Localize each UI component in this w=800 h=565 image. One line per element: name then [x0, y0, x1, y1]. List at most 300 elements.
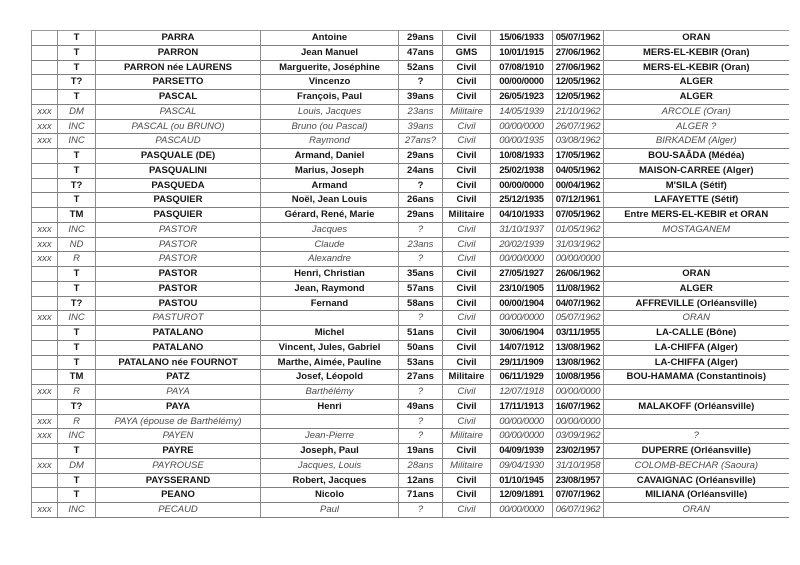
cell-age: 12ans [399, 473, 443, 488]
cell-place [604, 237, 789, 252]
cell-surname: PASTOR [96, 281, 261, 296]
cell-category: Civil [443, 311, 491, 326]
cell-category: Civil [443, 237, 491, 252]
table-row [32, 193, 789, 208]
cell-category: Civil [443, 267, 491, 282]
cell-status-code: T? [58, 296, 96, 311]
table-row [32, 399, 789, 414]
cell-birth-date: 25/02/1938 [491, 163, 553, 178]
cell-category: Civil [443, 340, 491, 355]
cell-given-names: Barthélémy [261, 385, 399, 400]
cell-death-date: 05/07/1962 [553, 31, 604, 46]
cell-category: Civil [443, 178, 491, 193]
cell-surname: PAYA [96, 385, 261, 400]
cell-given-names: Vincenzo [261, 75, 399, 90]
table-row [32, 237, 789, 252]
cell-surname: PASQUIER [96, 208, 261, 223]
cell-surname: PASTOR [96, 222, 261, 237]
cell-birth-date: 04/10/1933 [491, 208, 553, 223]
cell-status-code: T [58, 163, 96, 178]
table-row [32, 326, 789, 341]
cell-flag-marker [32, 193, 58, 208]
cell-surname: PAYROUSE [96, 458, 261, 473]
cell-surname: PEANO [96, 488, 261, 503]
cell-age: ? [399, 222, 443, 237]
cell-category: GMS [443, 45, 491, 60]
table-row [32, 473, 789, 488]
records-tbody [32, 31, 789, 518]
cell-age: ? [399, 252, 443, 267]
cell-given-names: Michel [261, 326, 399, 341]
cell-status-code: R [58, 414, 96, 429]
cell-death-date: 03/11/1955 [553, 326, 604, 341]
cell-flag-marker: xxx [32, 503, 58, 518]
cell-flag-marker: xxx [32, 311, 58, 326]
cell-age: 51ans [399, 326, 443, 341]
cell-given-names: Armand, Daniel [261, 149, 399, 164]
cell-surname: PASTOR [96, 237, 261, 252]
cell-given-names: François, Paul [261, 90, 399, 105]
cell-surname: PASTOR [96, 252, 261, 267]
cell-age: 52ans [399, 60, 443, 75]
cell-flag-marker [32, 178, 58, 193]
cell-birth-date: 15/06/1933 [491, 31, 553, 46]
cell-birth-date: 00/00/0000 [491, 75, 553, 90]
cell-death-date: 12/05/1962 [553, 90, 604, 105]
cell-status-code: T [58, 340, 96, 355]
cell-age: 49ans [399, 399, 443, 414]
cell-age: ? [399, 385, 443, 400]
cell-age: 28ans [399, 458, 443, 473]
cell-place: MERS-EL-KEBIR (Oran) [604, 60, 789, 75]
cell-surname: PASQUEDA [96, 178, 261, 193]
cell-given-names: Gérard, René, Marie [261, 208, 399, 223]
cell-status-code: T [58, 326, 96, 341]
cell-given-names: Henri [261, 399, 399, 414]
cell-flag-marker: xxx [32, 458, 58, 473]
cell-surname: PASQUALE (DE) [96, 149, 261, 164]
cell-surname: PAYEN [96, 429, 261, 444]
cell-birth-date: 00/00/1904 [491, 296, 553, 311]
cell-status-code: DM [58, 104, 96, 119]
cell-surname: PASQUIER [96, 193, 261, 208]
cell-birth-date: 00/00/0000 [491, 178, 553, 193]
cell-death-date: 12/05/1962 [553, 75, 604, 90]
cell-place: MAISON-CARREE (Alger) [604, 163, 789, 178]
cell-age: 47ans [399, 45, 443, 60]
cell-flag-marker [32, 370, 58, 385]
cell-death-date: 04/07/1962 [553, 296, 604, 311]
cell-given-names: Bruno (ou Pascal) [261, 119, 399, 134]
table-row [32, 414, 789, 429]
table-row [32, 134, 789, 149]
cell-given-names: Robert, Jacques [261, 473, 399, 488]
table-row [32, 45, 789, 60]
cell-status-code: R [58, 252, 96, 267]
cell-age: 29ans [399, 149, 443, 164]
cell-surname: PASCAUD [96, 134, 261, 149]
cell-death-date: 07/07/1962 [553, 488, 604, 503]
cell-birth-date: 20/02/1939 [491, 237, 553, 252]
cell-category: Civil [443, 163, 491, 178]
records-table [31, 30, 789, 518]
cell-place: BOU-HAMAMA (Constantinois) [604, 370, 789, 385]
cell-age: 35ans [399, 267, 443, 282]
table-row [32, 370, 789, 385]
cell-birth-date: 06/11/1929 [491, 370, 553, 385]
cell-category: Civil [443, 488, 491, 503]
cell-place: ORAN [604, 267, 789, 282]
cell-surname: PASQUALINI [96, 163, 261, 178]
cell-age: 24ans [399, 163, 443, 178]
cell-death-date: 03/09/1962 [553, 429, 604, 444]
cell-age: ? [399, 75, 443, 90]
cell-birth-date: 09/04/1930 [491, 458, 553, 473]
cell-place: LA-CHIFFA (Alger) [604, 340, 789, 355]
cell-death-date: 01/05/1962 [553, 222, 604, 237]
cell-given-names: Antoine [261, 31, 399, 46]
cell-birth-date: 07/08/1910 [491, 60, 553, 75]
cell-death-date: 11/08/1962 [553, 281, 604, 296]
cell-death-date: 07/05/1962 [553, 208, 604, 223]
cell-birth-date: 17/11/1913 [491, 399, 553, 414]
cell-place: ALGER [604, 90, 789, 105]
cell-surname: PASTOR [96, 267, 261, 282]
table-row [32, 429, 789, 444]
cell-status-code: TM [58, 370, 96, 385]
table-row [32, 311, 789, 326]
cell-given-names: Marius, Joseph [261, 163, 399, 178]
cell-given-names: Vincent, Jules, Gabriel [261, 340, 399, 355]
cell-flag-marker [32, 473, 58, 488]
cell-category: Civil [443, 473, 491, 488]
cell-surname: PASCAL (ou BRUNO) [96, 119, 261, 134]
cell-birth-date: 00/00/0000 [491, 414, 553, 429]
cell-status-code: T [58, 90, 96, 105]
cell-place: ORAN [604, 311, 789, 326]
cell-status-code: INC [58, 119, 96, 134]
table-row [32, 163, 789, 178]
cell-flag-marker [32, 296, 58, 311]
cell-flag-marker: xxx [32, 252, 58, 267]
cell-category: Civil [443, 60, 491, 75]
table-row [32, 178, 789, 193]
cell-place: COLOMB-BECHAR (Saoura) [604, 458, 789, 473]
cell-death-date: 05/07/1962 [553, 311, 604, 326]
cell-surname: PECAUD [96, 503, 261, 518]
cell-surname: PATALANO [96, 326, 261, 341]
table-row [32, 267, 789, 282]
cell-death-date: 31/10/1958 [553, 458, 604, 473]
cell-given-names: Marguerite, Joséphine [261, 60, 399, 75]
cell-flag-marker: xxx [32, 429, 58, 444]
cell-age: 29ans [399, 208, 443, 223]
cell-place: ORAN [604, 503, 789, 518]
cell-death-date: 06/07/1962 [553, 503, 604, 518]
cell-birth-date: 00/00/0000 [491, 429, 553, 444]
cell-birth-date: 12/07/1918 [491, 385, 553, 400]
cell-status-code: T [58, 488, 96, 503]
cell-age: 19ans [399, 444, 443, 459]
cell-place: BOU-SAÂDA (Médéa) [604, 149, 789, 164]
cell-flag-marker [32, 90, 58, 105]
cell-place [604, 252, 789, 267]
cell-status-code: T [58, 45, 96, 60]
cell-surname: PASTOU [96, 296, 261, 311]
cell-age: 53ans [399, 355, 443, 370]
cell-status-code: T [58, 355, 96, 370]
cell-surname: PAYA [96, 399, 261, 414]
cell-given-names: Joseph, Paul [261, 444, 399, 459]
cell-flag-marker [32, 208, 58, 223]
cell-category: Militaire [443, 370, 491, 385]
cell-place: MALAKOFF (Orléansville) [604, 399, 789, 414]
cell-category: Civil [443, 252, 491, 267]
cell-age: 58ans [399, 296, 443, 311]
cell-status-code: T [58, 60, 96, 75]
cell-place [604, 385, 789, 400]
cell-birth-date: 23/10/1905 [491, 281, 553, 296]
cell-place: M'SILA (Sétif) [604, 178, 789, 193]
cell-birth-date: 14/05/1939 [491, 104, 553, 119]
cell-surname: PATALANO [96, 340, 261, 355]
cell-surname: PATALANO née FOURNOT [96, 355, 261, 370]
cell-birth-date: 14/07/1912 [491, 340, 553, 355]
cell-age: 39ans [399, 90, 443, 105]
cell-category: Civil [443, 355, 491, 370]
cell-age: 23ans [399, 104, 443, 119]
cell-birth-date: 10/01/1915 [491, 45, 553, 60]
table-row [32, 385, 789, 400]
cell-given-names [261, 311, 399, 326]
cell-given-names: Fernand [261, 296, 399, 311]
cell-status-code: T? [58, 75, 96, 90]
cell-given-names: Alexandre [261, 252, 399, 267]
cell-birth-date: 25/12/1935 [491, 193, 553, 208]
table-row [32, 444, 789, 459]
cell-birth-date: 26/05/1923 [491, 90, 553, 105]
cell-place: ALGER ? [604, 119, 789, 134]
cell-birth-date: 00/00/0000 [491, 503, 553, 518]
table-row [32, 208, 789, 223]
table-row [32, 31, 789, 46]
cell-death-date: 04/05/1962 [553, 163, 604, 178]
table-row [32, 340, 789, 355]
cell-age: 23ans [399, 237, 443, 252]
table-row [32, 281, 789, 296]
cell-flag-marker [32, 326, 58, 341]
cell-flag-marker [32, 444, 58, 459]
cell-status-code: T [58, 267, 96, 282]
cell-flag-marker [32, 75, 58, 90]
cell-place: CAVAIGNAC (Orléansville) [604, 473, 789, 488]
cell-death-date: 13/08/1962 [553, 355, 604, 370]
cell-flag-marker [32, 355, 58, 370]
cell-status-code: INC [58, 503, 96, 518]
cell-death-date: 00/00/0000 [553, 252, 604, 267]
cell-given-names: Josef, Léopold [261, 370, 399, 385]
cell-flag-marker: xxx [32, 134, 58, 149]
cell-flag-marker: xxx [32, 385, 58, 400]
cell-flag-marker [32, 488, 58, 503]
cell-place: LA-CALLE (Bône) [604, 326, 789, 341]
cell-category: Civil [443, 31, 491, 46]
cell-place: ARCOLE (Oran) [604, 104, 789, 119]
cell-category: Militaire [443, 458, 491, 473]
cell-birth-date: 29/11/1909 [491, 355, 553, 370]
cell-given-names: Raymond [261, 134, 399, 149]
cell-birth-date: 10/08/1933 [491, 149, 553, 164]
cell-flag-marker [32, 163, 58, 178]
cell-birth-date: 00/00/0000 [491, 119, 553, 134]
cell-flag-marker [32, 45, 58, 60]
cell-given-names: Paul [261, 503, 399, 518]
cell-category: Civil [443, 119, 491, 134]
cell-death-date: 27/06/1962 [553, 60, 604, 75]
cell-status-code: T? [58, 178, 96, 193]
cell-status-code: INC [58, 311, 96, 326]
cell-flag-marker: xxx [32, 414, 58, 429]
cell-age: 39ans [399, 119, 443, 134]
cell-birth-date: 30/06/1904 [491, 326, 553, 341]
cell-birth-date: 01/10/1945 [491, 473, 553, 488]
cell-surname: PARRA [96, 31, 261, 46]
cell-flag-marker [32, 340, 58, 355]
cell-place: AFFREVILLE (Orléansville) [604, 296, 789, 311]
cell-place: LAFAYETTE (Sétif) [604, 193, 789, 208]
table-row [32, 119, 789, 134]
cell-given-names: Henri, Christian [261, 267, 399, 282]
cell-category: Civil [443, 503, 491, 518]
cell-surname: PASTUROT [96, 311, 261, 326]
table-row [32, 104, 789, 119]
cell-birth-date: 31/10/1937 [491, 222, 553, 237]
table-row [32, 60, 789, 75]
cell-death-date: 00/04/1962 [553, 178, 604, 193]
cell-status-code: INC [58, 222, 96, 237]
cell-given-names: Nicolo [261, 488, 399, 503]
cell-flag-marker [32, 281, 58, 296]
cell-age: ? [399, 414, 443, 429]
cell-category: Civil [443, 193, 491, 208]
cell-death-date: 13/08/1962 [553, 340, 604, 355]
cell-category: Civil [443, 134, 491, 149]
cell-status-code: ND [58, 237, 96, 252]
cell-place: ALGER [604, 75, 789, 90]
cell-age: 27ans? [399, 134, 443, 149]
cell-status-code: T [58, 281, 96, 296]
cell-death-date: 17/05/1962 [553, 149, 604, 164]
table-row [32, 90, 789, 105]
cell-age: 71ans [399, 488, 443, 503]
cell-given-names: Jean-Pierre [261, 429, 399, 444]
cell-age: 29ans [399, 31, 443, 46]
cell-surname: PARSETTO [96, 75, 261, 90]
cell-birth-date: 04/09/1939 [491, 444, 553, 459]
cell-category: Civil [443, 296, 491, 311]
table-row [32, 296, 789, 311]
cell-surname: PATZ [96, 370, 261, 385]
cell-death-date: 16/07/1962 [553, 399, 604, 414]
cell-age: ? [399, 503, 443, 518]
cell-surname: PASCAL [96, 90, 261, 105]
cell-surname: PAYA (épouse de Barthélémy) [96, 414, 261, 429]
cell-flag-marker [32, 399, 58, 414]
cell-flag-marker: xxx [32, 104, 58, 119]
cell-status-code: DM [58, 458, 96, 473]
table-row [32, 75, 789, 90]
cell-status-code: T [58, 473, 96, 488]
cell-death-date: 23/02/1957 [553, 444, 604, 459]
cell-death-date: 23/08/1957 [553, 473, 604, 488]
table-row [32, 503, 789, 518]
cell-given-names: Jacques [261, 222, 399, 237]
cell-age: 50ans [399, 340, 443, 355]
cell-category: Civil [443, 444, 491, 459]
cell-category: Civil [443, 399, 491, 414]
cell-status-code: INC [58, 429, 96, 444]
cell-age: ? [399, 178, 443, 193]
table-row [32, 458, 789, 473]
cell-given-names: Noël, Jean Louis [261, 193, 399, 208]
cell-flag-marker: xxx [32, 237, 58, 252]
cell-place: BIRKADEM (Alger) [604, 134, 789, 149]
cell-death-date: 00/00/0000 [553, 414, 604, 429]
cell-birth-date: 00/00/0000 [491, 311, 553, 326]
cell-category: Civil [443, 326, 491, 341]
cell-place: MERS-EL-KEBIR (Oran) [604, 45, 789, 60]
cell-surname: PASCAL [96, 104, 261, 119]
cell-status-code: T [58, 149, 96, 164]
cell-place: ? [604, 429, 789, 444]
cell-birth-date: 12/09/1891 [491, 488, 553, 503]
cell-flag-marker [32, 60, 58, 75]
cell-death-date: 26/07/1962 [553, 119, 604, 134]
cell-surname: PAYRE [96, 444, 261, 459]
cell-category: Civil [443, 90, 491, 105]
cell-birth-date: 00/00/0000 [491, 252, 553, 267]
cell-status-code: T [58, 193, 96, 208]
cell-status-code: TM [58, 208, 96, 223]
cell-given-names: Armand [261, 178, 399, 193]
cell-flag-marker: xxx [32, 119, 58, 134]
cell-status-code: T [58, 444, 96, 459]
cell-category: Militaire [443, 429, 491, 444]
cell-given-names: Jean, Raymond [261, 281, 399, 296]
cell-flag-marker: xxx [32, 222, 58, 237]
cell-surname: PAYSSERAND [96, 473, 261, 488]
cell-given-names: Jean Manuel [261, 45, 399, 60]
cell-status-code: INC [58, 134, 96, 149]
table-row [32, 355, 789, 370]
cell-age: ? [399, 429, 443, 444]
cell-place: ALGER [604, 281, 789, 296]
cell-death-date: 00/00/0000 [553, 385, 604, 400]
cell-given-names [261, 414, 399, 429]
cell-category: Civil [443, 414, 491, 429]
cell-age: ? [399, 311, 443, 326]
cell-status-code: T [58, 31, 96, 46]
cell-age: 26ans [399, 193, 443, 208]
cell-place: DUPERRE (Orléansville) [604, 444, 789, 459]
cell-death-date: 03/08/1962 [553, 134, 604, 149]
cell-death-date: 27/06/1962 [553, 45, 604, 60]
cell-death-date: 26/06/1962 [553, 267, 604, 282]
cell-place: MOSTAGANEM [604, 222, 789, 237]
table-row [32, 488, 789, 503]
cell-given-names: Jacques, Louis [261, 458, 399, 473]
cell-category: Militaire [443, 208, 491, 223]
